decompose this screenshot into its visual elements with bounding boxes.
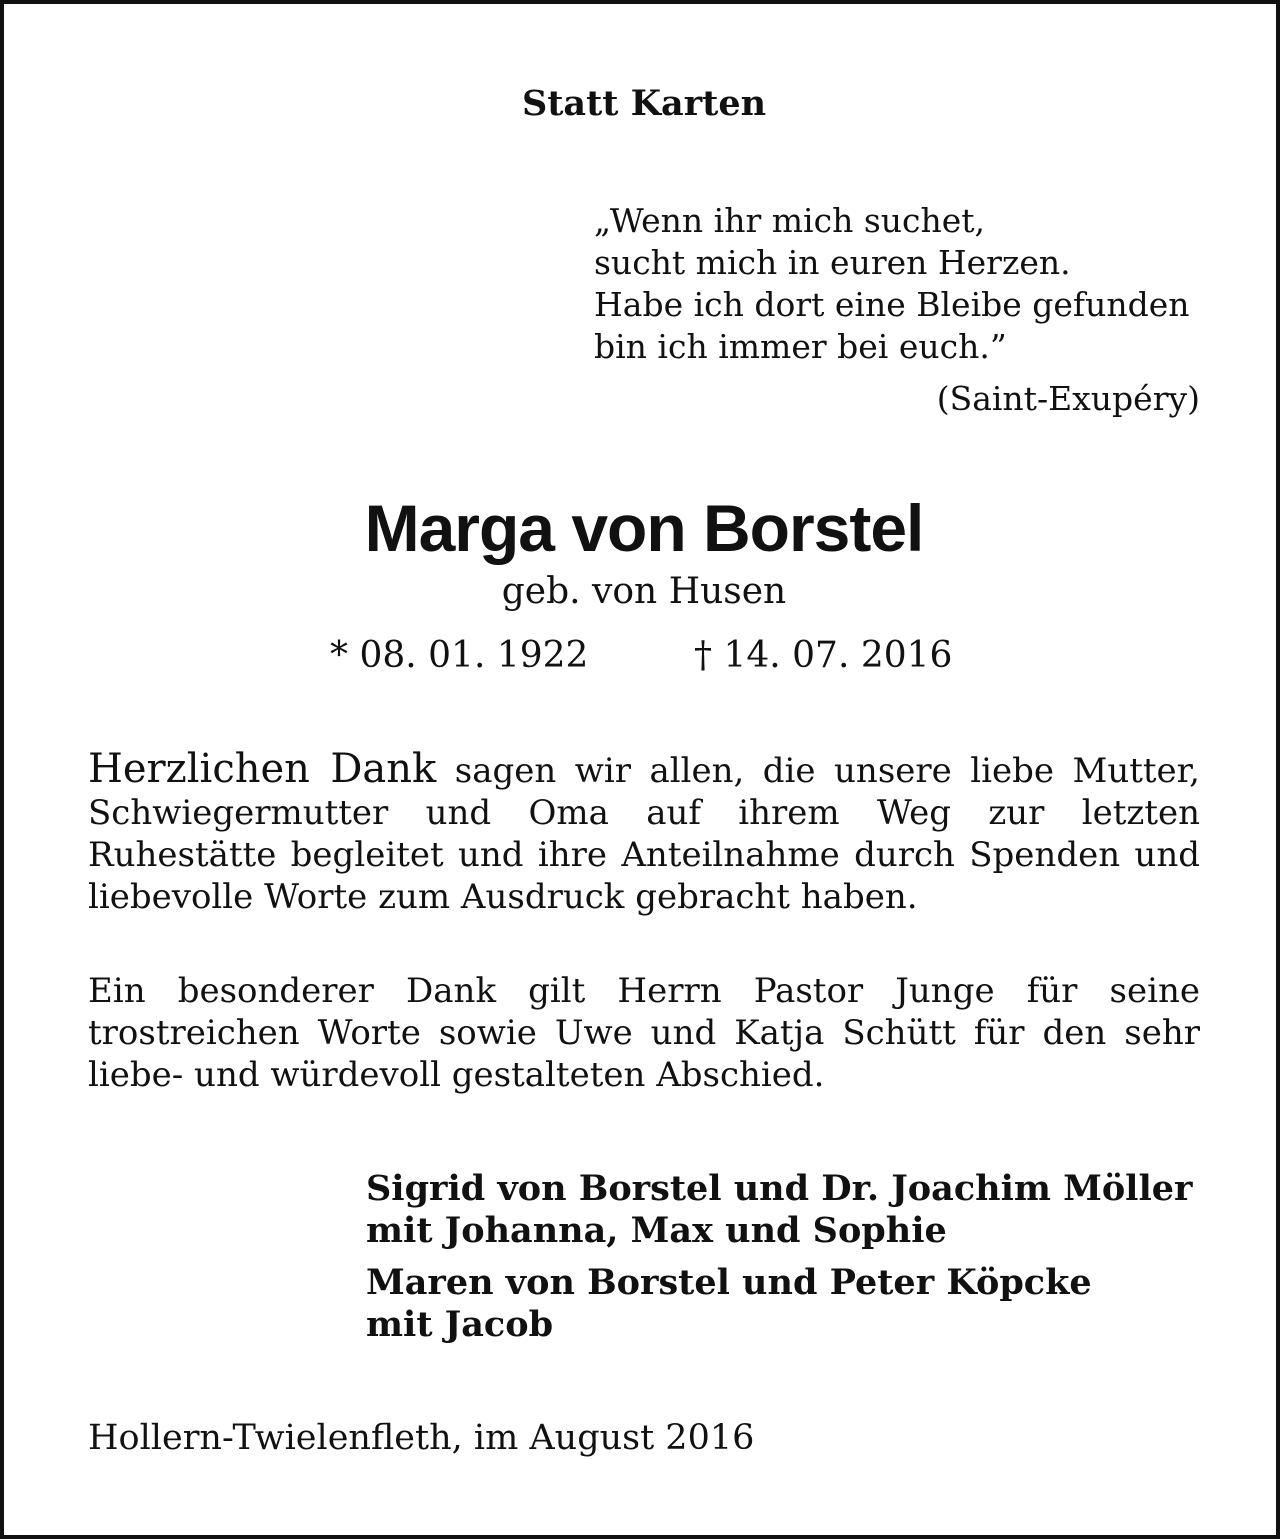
- quote-line: sucht mich in euren Herzen.: [594, 243, 1071, 282]
- special-thanks-paragraph: Ein besonderer Dank gilt Herrn Pastor Junge für seine trostreichen Worte sowie Uwe und Katja Schütt für den sehr liebe- und würdevoll gestalteten Abschied.: [88, 971, 1200, 1095]
- epigraph-quote: [594, 200, 1214, 368]
- notice-heading: Statt Karten: [521, 83, 767, 124]
- quote-author: (Saint-Exupéry): [936, 379, 1200, 418]
- signature-family: mit Jacob: [366, 1304, 554, 1345]
- quote-line: Habe ich dort eine Bleibe gefunden: [594, 285, 1190, 324]
- signature-group: [366, 1262, 1226, 1346]
- thanks-paragraph: [88, 748, 1200, 918]
- signature-family: mit Johanna, Max und Sophie: [366, 1210, 947, 1251]
- thanks-text: sagen wir allen, die unsere liebe Mutter, Schwiegermutter und Oma auf ihrem Weg zur letzten Ruhestätte begleitet und ihre Anteilnahme durch Spenden und liebevolle Worte zum Ausdruck gebracht haben.: [88, 751, 1200, 917]
- signature-group: [366, 1168, 1226, 1252]
- signature-names: Maren von Borstel und Peter Köpcke: [366, 1262, 1092, 1303]
- thanks-lead: Herzlichen Dank: [88, 746, 437, 792]
- birth-date: * 08. 01. 1922: [330, 635, 589, 676]
- quote-line: bin ich immer bei euch.”: [594, 327, 1007, 366]
- quote-line: „Wenn ihr mich suchet,: [594, 201, 986, 240]
- birth-name: geb. von Husen: [501, 571, 787, 612]
- place-and-date: Hollern-Twielenfleth, im August 2016: [88, 1418, 755, 1458]
- signature-names: Sigrid von Borstel und Dr. Joachim Möller: [366, 1168, 1193, 1209]
- deceased-name: Marga von Borstel: [364, 491, 924, 565]
- death-date: † 14. 07. 2016: [694, 635, 953, 676]
